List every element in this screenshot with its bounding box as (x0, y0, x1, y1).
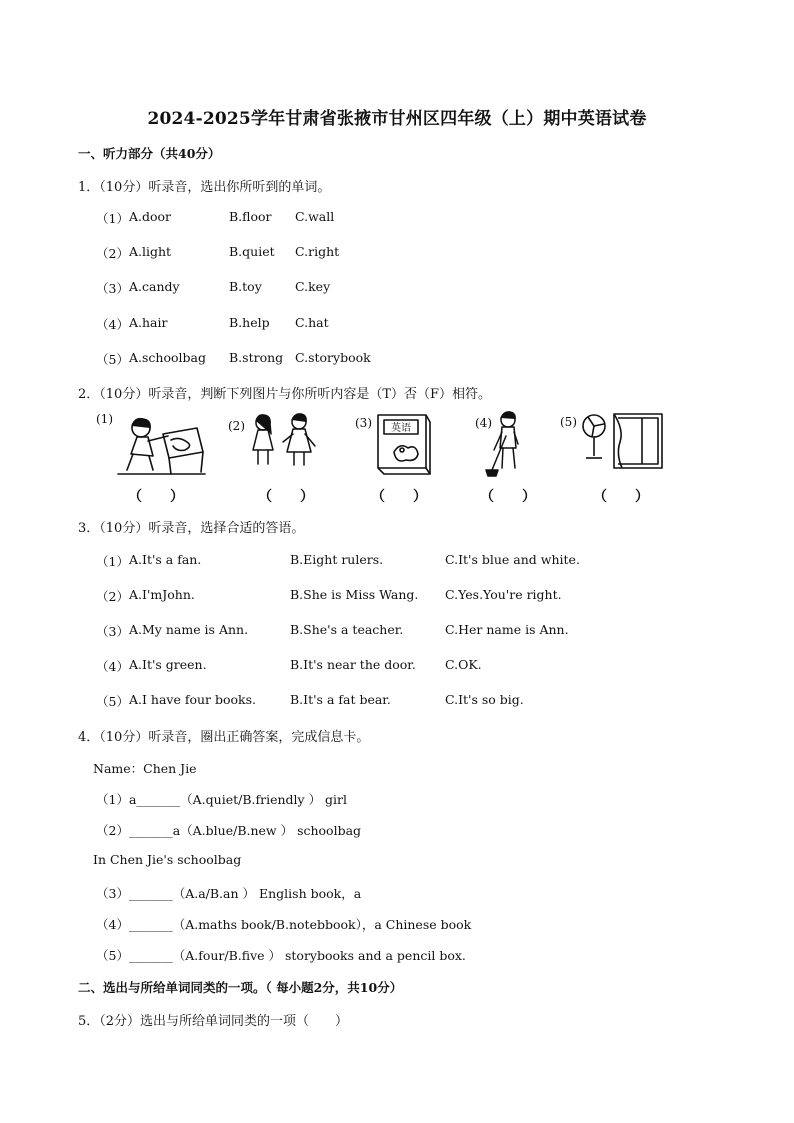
item-number: （1） (96, 211, 129, 226)
girl-cleaning-desk-illustration (113, 414, 208, 478)
book-title-text: 英语 (391, 423, 411, 434)
option-b: B.She is Miss Wang. (290, 587, 419, 602)
option-c: C.It's blue and white. (445, 552, 580, 567)
option-b: B.She's a teacher. (290, 622, 404, 637)
option-c: C.wall (295, 209, 335, 224)
info-card-item: （1）a_______（A.quiet/B.friendly ） girl (96, 792, 348, 807)
question-1-stem: 1．（10分）听录音，选出你所听到的单词。 (78, 180, 331, 195)
option-b: B.help (229, 315, 270, 330)
section-listening-heading: 一、听力部分（共40分） (78, 146, 221, 161)
answer-blank: （ ） (128, 489, 184, 505)
info-card-item: （2）_______a（A.blue/B.new ） schoolbag (96, 823, 362, 838)
fan-and-window-illustration (576, 410, 666, 472)
item-number: （2） (96, 589, 129, 604)
option-a: A.candy (129, 279, 180, 294)
question-4-stem: 4．（10分）听录音，圈出正确答案，完成信息卡。 (78, 730, 370, 745)
info-card-item: （4）_______（A.maths book/B.notebbook），a Chinese book (96, 917, 472, 932)
item-number: （5） (96, 352, 129, 367)
picture-5-label: (5) (560, 415, 577, 429)
option-b: B.toy (229, 279, 262, 294)
item-number: （3） (96, 624, 129, 639)
option-a: A.hair (129, 315, 168, 330)
answer-blank: （ ） (480, 489, 536, 505)
picture-1-label: (1) (96, 412, 113, 426)
answer-blank: （ ） (593, 489, 649, 505)
option-a: A.I'mJohn. (129, 587, 195, 602)
option-a: A.My name is Ann. (129, 622, 249, 637)
picture-3-label: (3) (355, 416, 372, 430)
section-word-class-heading: 二、选出与所给单词同类的一项。（ 每小题2分，共10分） (78, 980, 403, 995)
question-2-stem: 2．（10分）听录音，判断下列图片与你所听内容是（T）否（F）相符。 (78, 387, 492, 402)
item-number: （4） (96, 659, 129, 674)
option-b: B.It's near the door. (290, 657, 416, 672)
question-5-stem: 5．（2分）选出与所给单词同类的一项（ ） (78, 1014, 349, 1029)
option-b: B.It's a fat bear. (290, 692, 391, 707)
option-c: C.Her name is Ann. (445, 622, 569, 637)
option-a: A.door (129, 209, 172, 224)
option-c: C.key (295, 279, 331, 294)
option-b: B.Eight rulers. (290, 552, 384, 567)
option-a: A.light (129, 244, 172, 259)
option-b: B.quiet (229, 244, 275, 259)
option-c: C.It's so big. (445, 692, 524, 707)
answer-blank: （ ） (258, 489, 314, 505)
english-book-illustration (372, 412, 432, 478)
info-card-name-line: Name：Chen Jie (93, 761, 197, 776)
picture-4-label: (4) (475, 416, 492, 430)
option-b: B.floor (229, 209, 272, 224)
option-c: C.hat (295, 315, 329, 330)
question-3-stem: 3．（10分）听录音，选择合适的答语。 (78, 521, 305, 536)
two-girls-illustration (245, 412, 323, 468)
item-number: （2） (96, 246, 129, 261)
info-card-subheading: In Chen Jie's schoolbag (93, 852, 242, 867)
item-number: （1） (96, 554, 129, 569)
option-c: C.storybook (295, 350, 371, 365)
option-c: C.OK. (445, 657, 482, 672)
item-number: （4） (96, 317, 129, 332)
item-number: （5） (96, 694, 129, 709)
info-card-item: （5）_______（A.four/B.five ） storybooks and a pencil box. (96, 948, 466, 963)
option-c: C.Yes.You're right. (445, 587, 562, 602)
picture-2-label: (2) (228, 419, 245, 433)
answer-blank: （ ） (371, 489, 427, 505)
option-a: A.I have four books. (129, 692, 257, 707)
option-b: B.strong (229, 350, 284, 365)
option-a: A.It's green. (129, 657, 207, 672)
option-a: A.It's a fan. (129, 552, 202, 567)
option-c: C.right (295, 244, 340, 259)
page-title: 2024-2025学年甘肃省张掖市甘州区四年级（上）期中英语试卷 (147, 109, 647, 129)
option-a: A.schoolbag (129, 350, 206, 365)
item-number: （3） (96, 281, 129, 296)
info-card-item: （3）_______（A.a/B.an ） English book，a (96, 886, 362, 901)
boy-sweeping-illustration (484, 410, 528, 480)
